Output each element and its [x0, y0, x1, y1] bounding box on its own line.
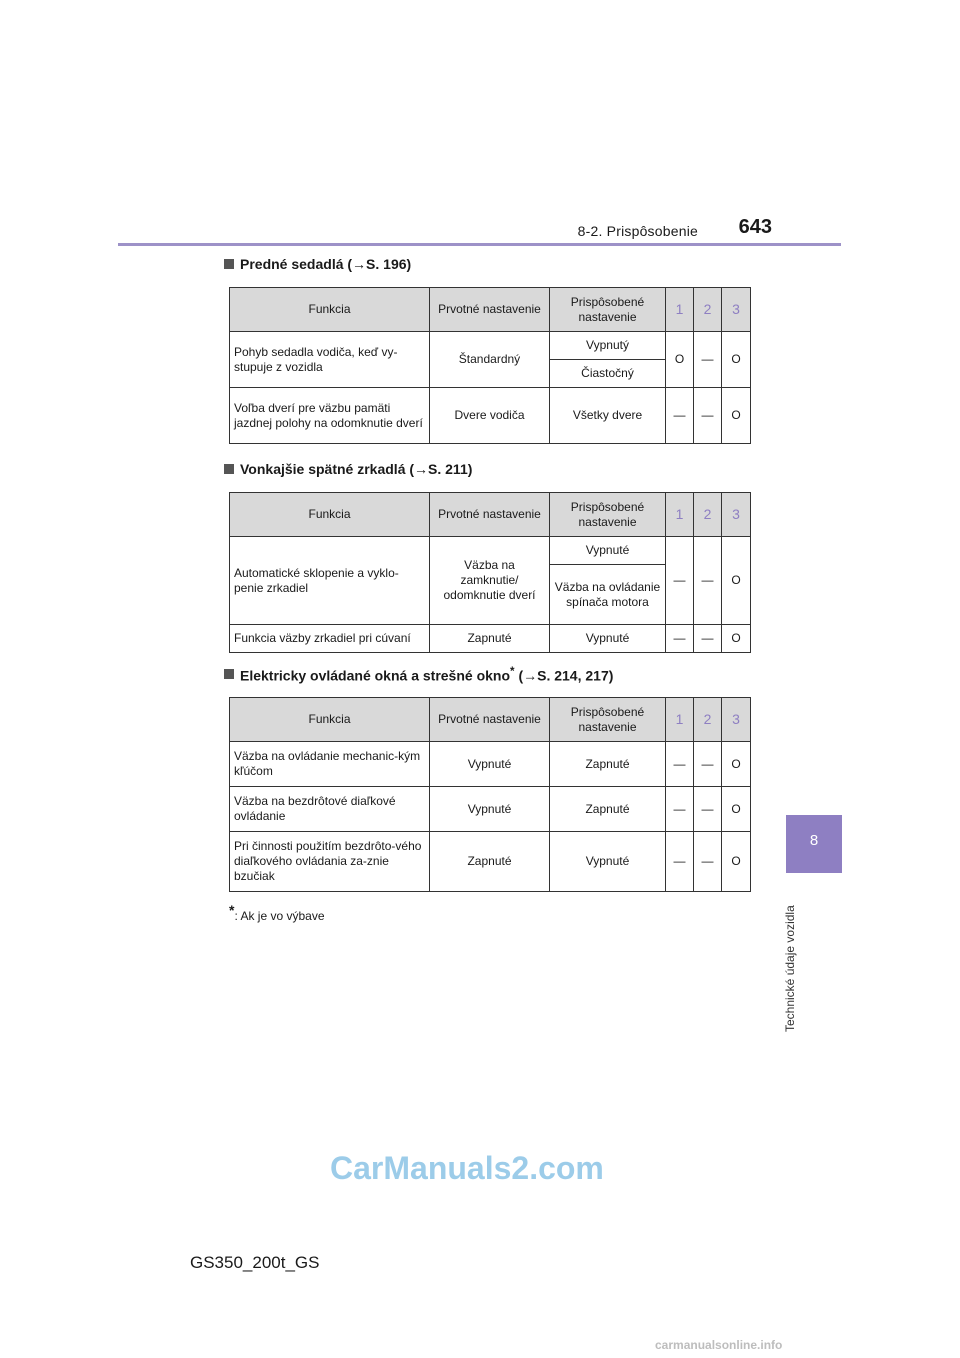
col2-cell: —: [694, 742, 722, 787]
function-cell: Funkcia väzby zrkadiel pri cúvaní: [230, 625, 430, 653]
section-heading-mirrors: [224, 461, 472, 477]
col1-cell: O: [666, 332, 694, 388]
initial-cell: Zapnuté: [430, 832, 550, 892]
col3-cell: O: [722, 625, 751, 653]
header-col-1: 1: [666, 698, 694, 742]
col3-cell: O: [722, 332, 751, 388]
col2-cell: —: [694, 332, 722, 388]
custom-cell: Väzba na ovládanie spínača motora: [550, 565, 666, 625]
footnote-mark: *: [510, 665, 515, 678]
page-number: 643: [738, 216, 772, 238]
footnote-text: : Ak je vo výbave: [234, 909, 325, 923]
col2-cell: —: [694, 388, 722, 444]
header-function: Funkcia: [230, 493, 430, 537]
custom-cell: Vypnutý: [550, 332, 666, 360]
header-function: Funkcia: [230, 698, 430, 742]
function-cell: Voľba dverí pre väzbu pamäti jazdnej polohy na odomknutie dverí: [230, 388, 430, 444]
square-bullet-icon: [224, 464, 234, 474]
col1-cell: —: [666, 787, 694, 832]
header-function: Funkcia: [230, 288, 430, 332]
initial-cell: Štandardný: [430, 332, 550, 388]
header-col-3: 3: [722, 288, 751, 332]
col3-cell: O: [722, 742, 751, 787]
table-row: [230, 625, 751, 653]
col3-cell: O: [722, 537, 751, 625]
custom-cell: Vypnuté: [550, 832, 666, 892]
col2-cell: —: [694, 832, 722, 892]
windows-table: [229, 697, 751, 892]
header-col-3: 3: [722, 698, 751, 742]
table-row: [230, 537, 751, 565]
function-cell: Väzba na bezdrôtové diaľkové ovládanie: [230, 787, 430, 832]
header-col-2: 2: [694, 698, 722, 742]
section-heading-text: Vonkajšie spätné zrkadlá (→S. 211): [240, 461, 473, 477]
col1-cell: —: [666, 832, 694, 892]
header-custom: Prispôsobené nastavenie: [550, 493, 666, 537]
col3-cell: O: [722, 388, 751, 444]
watermark-logo: CarManuals2.com: [330, 1150, 604, 1186]
initial-cell: Zapnuté: [430, 625, 550, 653]
header-divider: [118, 243, 841, 246]
site-watermark: carmanualsonline.info: [655, 1338, 783, 1352]
custom-cell: Zapnuté: [550, 787, 666, 832]
col1-cell: —: [666, 388, 694, 444]
table-row: [230, 742, 751, 787]
col2-cell: —: [694, 625, 722, 653]
table-row: [230, 332, 751, 360]
chapter-tab[interactable]: 8: [786, 815, 842, 873]
initial-cell: Vypnuté: [430, 787, 550, 832]
section-heading-windows: [224, 665, 613, 684]
col1-cell: —: [666, 537, 694, 625]
footnote: [229, 902, 325, 923]
col3-cell: O: [722, 832, 751, 892]
chapter-label-text: Technické údaje vozidla: [783, 905, 797, 1032]
custom-cell: Vypnuté: [550, 625, 666, 653]
table-row: [230, 388, 751, 444]
front-seats-table: [229, 287, 751, 444]
initial-cell: Vypnuté: [430, 742, 550, 787]
header-initial: Prvotné nastavenie: [430, 698, 550, 742]
header-col-1: 1: [666, 493, 694, 537]
section-heading-text: Predné sedadlá (→S. 196): [240, 256, 412, 272]
footer-model: GS350_200t_GS: [190, 1253, 320, 1272]
custom-cell: Všetky dvere: [550, 388, 666, 444]
chapter-label: [781, 882, 803, 1042]
initial-cell: Väzba na zamknutie/ odomknutie dverí: [430, 537, 550, 625]
header-initial: Prvotné nastavenie: [430, 288, 550, 332]
table-row: [230, 787, 751, 832]
header-custom: Prispôsobené nastavenie: [550, 698, 666, 742]
section-heading-text: Elektricky ovládané okná a strešné okno* (→S. 214, 217): [240, 665, 614, 684]
section-title: 8-2. Prispôsobenie: [577, 223, 698, 239]
section-heading-front-seats: [224, 256, 411, 272]
initial-cell: Dvere vodiča: [430, 388, 550, 444]
table-row: [230, 832, 751, 892]
header-custom: Prispôsobené nastavenie: [550, 288, 666, 332]
header-col-2: 2: [694, 288, 722, 332]
custom-cell: Čiastočný: [550, 360, 666, 388]
function-cell: Väzba na ovládanie mechanic-kým kľúčom: [230, 742, 430, 787]
custom-cell: Vypnuté: [550, 537, 666, 565]
custom-cell: Zapnuté: [550, 742, 666, 787]
header-col-2: 2: [694, 493, 722, 537]
col1-cell: —: [666, 625, 694, 653]
col2-cell: —: [694, 787, 722, 832]
function-cell: Pohyb sedadla vodiča, keď vy-stupuje z vozidla: [230, 332, 430, 388]
mirrors-table: [229, 492, 751, 653]
footnote-mark: *: [229, 902, 235, 918]
header-col-3: 3: [722, 493, 751, 537]
function-cell: Pri činnosti použitím bezdrôto-vého diaľkového ovládania za-znie bzučiak: [230, 832, 430, 892]
function-cell: Automatické sklopenie a vyklo-penie zrkadiel: [230, 537, 430, 625]
square-bullet-icon: [224, 669, 234, 679]
square-bullet-icon: [224, 259, 234, 269]
header-initial: Prvotné nastavenie: [430, 493, 550, 537]
col1-cell: —: [666, 742, 694, 787]
col2-cell: —: [694, 537, 722, 625]
header-col-1: 1: [666, 288, 694, 332]
col3-cell: O: [722, 787, 751, 832]
